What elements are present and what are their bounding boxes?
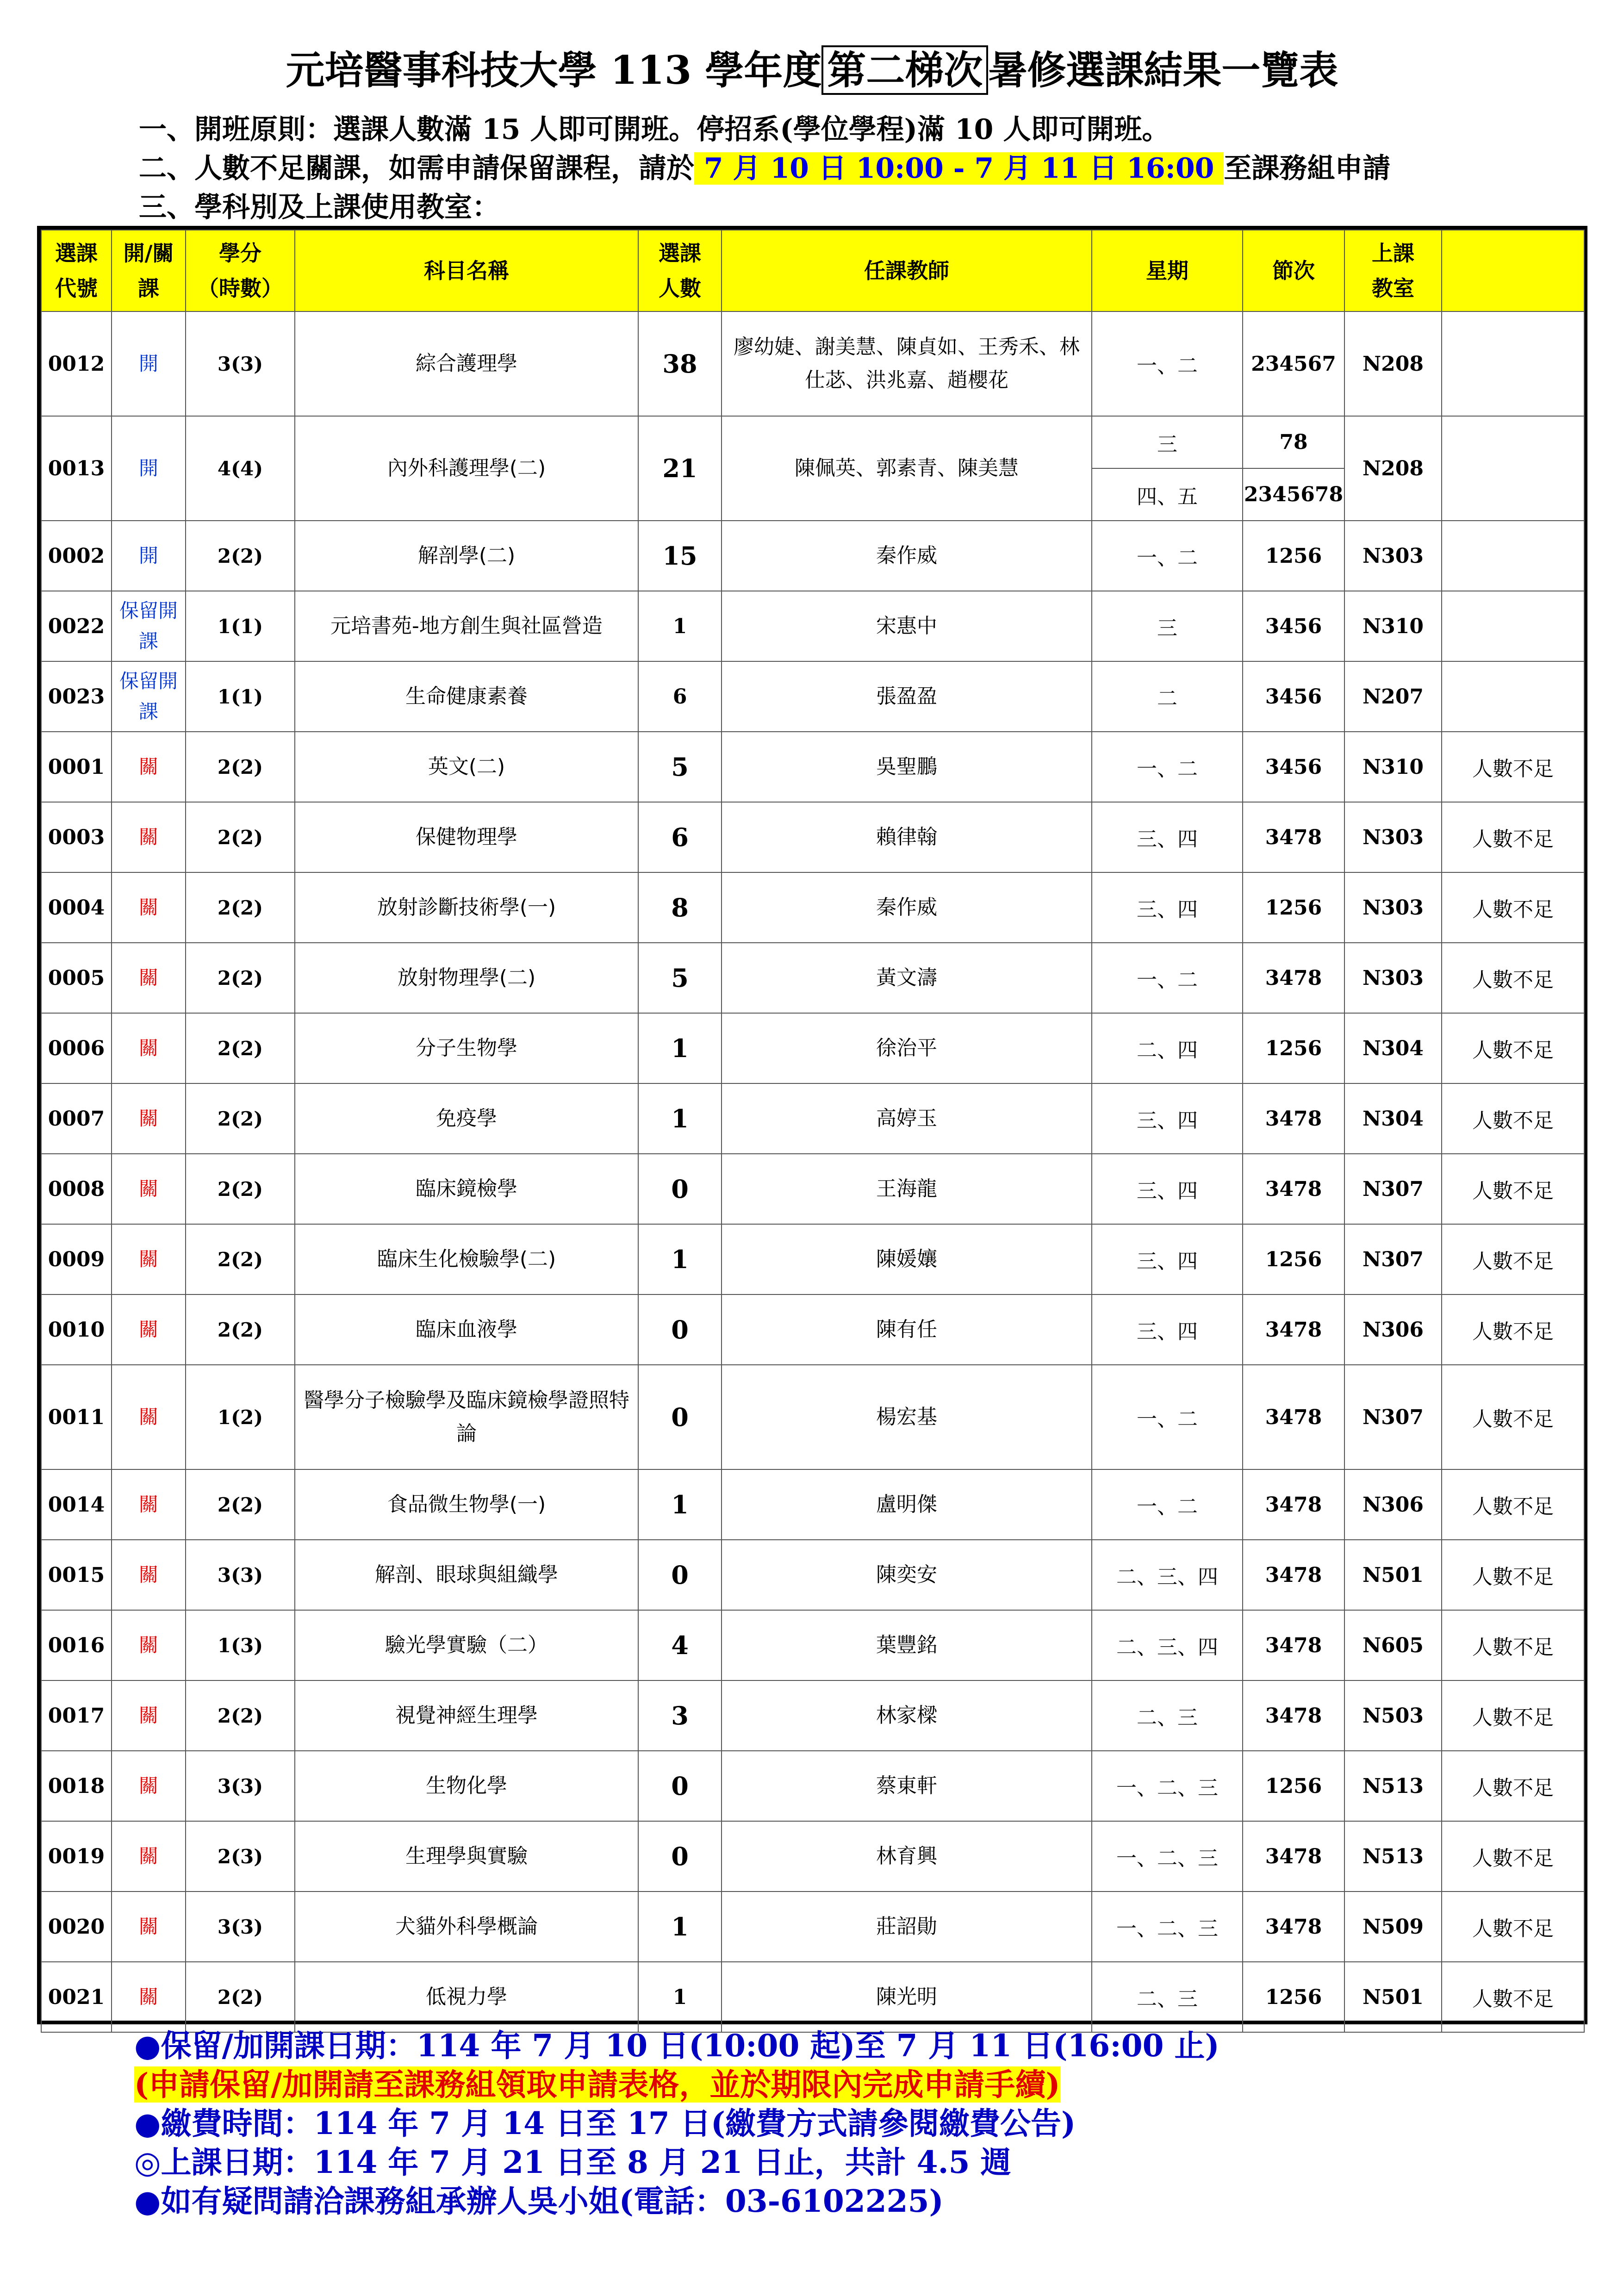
footer-notes [134, 2026, 1592, 2221]
cell-code: 0023 [41, 661, 112, 732]
cell-credit: 2(2) [186, 802, 295, 872]
cell-day: 三、四 [1092, 872, 1243, 943]
cell-enrolled: 21 [638, 416, 722, 521]
cell-enrolled: 1 [638, 1892, 722, 1962]
cell-remark: 人數不足 [1442, 732, 1584, 802]
table-row [41, 1365, 1584, 1469]
cell-code: 0003 [41, 802, 112, 872]
cell-teacher: 林育興 [722, 1821, 1092, 1892]
cell-code: 0001 [41, 732, 112, 802]
cell-day: 二 [1092, 661, 1243, 732]
cell-credit: 3(3) [186, 1540, 295, 1610]
cell-remark: 人數不足 [1442, 872, 1584, 943]
cell-room: N307 [1344, 1154, 1442, 1224]
cell-teacher: 陳光明 [722, 1962, 1092, 2032]
footer-class-dates: ◎上課日期：114 年 7 月 21 日至 8 月 21 日止，共計 4.5 週 [134, 2144, 1011, 2180]
cell-course-name: 犬貓外科學概論 [295, 1892, 638, 1962]
cell-room: N509 [1344, 1892, 1442, 1962]
cell-day: 一、二、三 [1092, 1892, 1243, 1962]
cell-remark: 人數不足 [1442, 943, 1584, 1013]
cell-status: 關 [112, 1365, 186, 1469]
cell-enrolled: 5 [638, 732, 722, 802]
cell-period: 1256 [1243, 1751, 1344, 1821]
cell-enrolled: 1 [638, 1469, 722, 1540]
cell-course-name: 生命健康素養 [295, 661, 638, 732]
cell-enrolled: 1 [638, 1083, 722, 1154]
cell-room: N306 [1344, 1469, 1442, 1540]
cell-course-name: 食品微生物學(一) [295, 1469, 638, 1540]
notes [139, 110, 1574, 227]
cell-remark: 人數不足 [1442, 1469, 1584, 1540]
header-enrolled: 選課 人數 [638, 230, 722, 311]
footer-reserve-dates: ●保留/加開課日期：114 年 7 月 10 日(10:00 起)至 7 月 11 日(16:00 止) [134, 2028, 1220, 2064]
cell-status: 關 [112, 1962, 186, 2032]
table-row [41, 1294, 1584, 1365]
header-teacher: 任課教師 [722, 230, 1092, 311]
cell-course-name: 內外科護理學(二) [295, 416, 638, 521]
cell-room: N501 [1344, 1962, 1442, 2032]
cell-enrolled: 1 [638, 1013, 722, 1083]
cell-room: N307 [1344, 1365, 1442, 1469]
cell-teacher: 蔡東軒 [722, 1751, 1092, 1821]
cell-status: 關 [112, 872, 186, 943]
cell-code: 0008 [41, 1154, 112, 1224]
cell-course-name: 臨床生化檢驗學(二) [295, 1224, 638, 1294]
cell-period: 3456 [1243, 661, 1344, 732]
cell-room: N303 [1344, 943, 1442, 1013]
cell-teacher: 宋惠中 [722, 591, 1092, 661]
cell-enrolled: 1 [638, 591, 722, 661]
cell-day: 三 [1092, 416, 1243, 468]
cell-credit: 3(3) [186, 1892, 295, 1962]
note-period-suffix: 至課務組申請 [1224, 152, 1391, 185]
cell-enrolled: 5 [638, 943, 722, 1013]
cell-room: N207 [1344, 661, 1442, 732]
cell-course-name: 綜合護理學 [295, 311, 638, 416]
cell-day: 二、三、四 [1092, 1540, 1243, 1610]
cell-teacher: 廖幼婕、謝美慧、陳貞如、王秀禾、林仕苾、洪兆嘉、趙櫻花 [722, 311, 1092, 416]
cell-teacher: 盧明傑 [722, 1469, 1092, 1540]
header-period: 節次 [1243, 230, 1344, 311]
cell-remark: 人數不足 [1442, 1083, 1584, 1154]
cell-teacher: 徐治平 [722, 1013, 1092, 1083]
table-row [41, 521, 1584, 591]
cell-course-name: 生物化學 [295, 1751, 638, 1821]
course-table [41, 230, 1585, 2033]
cell-course-name: 放射診斷技術學(一) [295, 872, 638, 943]
cell-status: 關 [112, 943, 186, 1013]
cell-day: 一、二、三 [1092, 1751, 1243, 1821]
cell-code: 0002 [41, 521, 112, 591]
cell-code: 0009 [41, 1224, 112, 1294]
cell-credit: 3(3) [186, 1751, 295, 1821]
table-row [41, 732, 1584, 802]
cell-status: 關 [112, 1154, 186, 1224]
cell-status: 關 [112, 1610, 186, 1680]
cell-period: 3478 [1243, 1821, 1344, 1892]
cell-enrolled: 0 [638, 1540, 722, 1610]
cell-room: N307 [1344, 1224, 1442, 1294]
cell-enrolled: 6 [638, 661, 722, 732]
cell-enrolled: 15 [638, 521, 722, 591]
cell-period: 1256 [1243, 1962, 1344, 2032]
header-day: 星期 [1092, 230, 1243, 311]
cell-day: 一、二 [1092, 1469, 1243, 1540]
cell-status: 關 [112, 1013, 186, 1083]
cell-enrolled: 4 [638, 1610, 722, 1680]
cell-status: 關 [112, 1083, 186, 1154]
footer-application-note: (申請保留/加開請至課務組領取申請表格，並於期限內完成申請手續) [134, 2066, 1060, 2103]
cell-enrolled: 6 [638, 802, 722, 872]
cell-day: 二、四 [1092, 1013, 1243, 1083]
table-row [41, 1224, 1584, 1294]
cell-day: 一、二 [1092, 943, 1243, 1013]
table-row [41, 1469, 1584, 1540]
cell-teacher: 林家樑 [722, 1680, 1092, 1751]
note-classrooms: 三、學科別及上課使用教室： [139, 191, 500, 224]
cell-period: 1256 [1243, 521, 1344, 591]
cell-enrolled: 1 [638, 1224, 722, 1294]
cell-teacher: 高婷玉 [722, 1083, 1092, 1154]
cell-code: 0021 [41, 1962, 112, 2032]
cell-status: 關 [112, 1751, 186, 1821]
table-row [41, 872, 1584, 943]
page-title [0, 43, 1624, 98]
note-application-period [139, 149, 1574, 188]
cell-teacher: 吳聖鵬 [722, 732, 1092, 802]
cell-credit: 2(2) [186, 1083, 295, 1154]
table-header-row [41, 230, 1584, 311]
cell-room: N208 [1344, 416, 1442, 521]
cell-teacher: 陳有任 [722, 1294, 1092, 1365]
cell-remark: 人數不足 [1442, 1962, 1584, 2032]
header-status: 開/關 課 [112, 230, 186, 311]
header-credit: 學分 （時數） [186, 230, 295, 311]
cell-day: 三、四 [1092, 802, 1243, 872]
cell-teacher: 楊宏基 [722, 1365, 1092, 1469]
table-row [41, 1013, 1584, 1083]
cell-remark: 人數不足 [1442, 1892, 1584, 1962]
cell-course-name: 英文(二) [295, 732, 638, 802]
cell-room: N303 [1344, 872, 1442, 943]
cell-period: 1256 [1243, 872, 1344, 943]
cell-room: N304 [1344, 1013, 1442, 1083]
cell-enrolled: 0 [638, 1365, 722, 1469]
cell-course-name: 臨床血液學 [295, 1294, 638, 1365]
cell-enrolled: 8 [638, 872, 722, 943]
note-period-prefix: 二、人數不足關課，如需申請保留課程，請於 [139, 152, 694, 185]
cell-remark [1442, 416, 1584, 521]
cell-code: 0015 [41, 1540, 112, 1610]
header-course-name: 科目名稱 [295, 230, 638, 311]
cell-day: 一、二 [1092, 1365, 1243, 1469]
cell-room: N513 [1344, 1751, 1442, 1821]
cell-code: 0020 [41, 1892, 112, 1962]
cell-period: 3478 [1243, 1469, 1344, 1540]
title-school: 元培醫事科技大學 113 學年度 [286, 47, 822, 93]
cell-code: 0016 [41, 1610, 112, 1680]
cell-day: 一、二 [1092, 311, 1243, 416]
cell-code: 0022 [41, 591, 112, 661]
header-code: 選課 代號 [41, 230, 112, 311]
cell-teacher: 陳佩英、郭素青、陳美慧 [722, 416, 1092, 521]
cell-status: 關 [112, 1821, 186, 1892]
cell-enrolled: 0 [638, 1821, 722, 1892]
cell-credit: 1(3) [186, 1610, 295, 1680]
table-row [41, 943, 1584, 1013]
cell-remark [1442, 591, 1584, 661]
cell-remark: 人數不足 [1442, 1610, 1584, 1680]
cell-remark: 人數不足 [1442, 1680, 1584, 1751]
cell-teacher: 莊詔勛 [722, 1892, 1092, 1962]
cell-enrolled: 0 [638, 1294, 722, 1365]
cell-teacher: 秦作威 [722, 872, 1092, 943]
cell-teacher: 秦作威 [722, 521, 1092, 591]
cell-course-name: 元培書苑-地方創生與社區營造 [295, 591, 638, 661]
cell-remark [1442, 661, 1584, 732]
cell-course-name: 臨床鏡檢學 [295, 1154, 638, 1224]
cell-day: 一、二、三 [1092, 1821, 1243, 1892]
cell-teacher: 張盈盈 [722, 661, 1092, 732]
cell-credit: 2(2) [186, 1469, 295, 1540]
cell-credit: 3(3) [186, 311, 295, 416]
cell-period: 3478 [1243, 1294, 1344, 1365]
cell-remark [1442, 311, 1584, 416]
table-row [41, 1154, 1584, 1224]
cell-credit: 2(2) [186, 1680, 295, 1751]
cell-room: N208 [1344, 311, 1442, 416]
cell-teacher: 賴律翰 [722, 802, 1092, 872]
cell-day: 三、四 [1092, 1083, 1243, 1154]
cell-status: 關 [112, 1469, 186, 1540]
cell-period: 2345678 [1243, 468, 1344, 521]
cell-code: 0005 [41, 943, 112, 1013]
cell-enrolled: 1 [638, 1962, 722, 2032]
cell-period: 3456 [1243, 591, 1344, 661]
cell-day: 二、三 [1092, 1962, 1243, 2032]
cell-credit: 2(2) [186, 521, 295, 591]
cell-status: 保留開課 [112, 591, 186, 661]
cell-room: N310 [1344, 732, 1442, 802]
cell-remark: 人數不足 [1442, 1224, 1584, 1294]
cell-course-name: 保健物理學 [295, 802, 638, 872]
cell-code: 0018 [41, 1751, 112, 1821]
cell-code: 0013 [41, 416, 112, 521]
cell-course-name: 解剖學(二) [295, 521, 638, 591]
cell-course-name: 分子生物學 [295, 1013, 638, 1083]
cell-enrolled: 3 [638, 1680, 722, 1751]
table-row [41, 591, 1584, 661]
cell-credit: 1(2) [186, 1365, 295, 1469]
cell-credit: 2(2) [186, 1294, 295, 1365]
cell-day: 三、四 [1092, 1294, 1243, 1365]
cell-remark: 人數不足 [1442, 1365, 1584, 1469]
cell-code: 0010 [41, 1294, 112, 1365]
cell-period: 3478 [1243, 1365, 1344, 1469]
cell-course-name: 視覺神經生理學 [295, 1680, 638, 1751]
cell-credit: 2(2) [186, 1962, 295, 2032]
cell-period: 3478 [1243, 1610, 1344, 1680]
header-room: 上課 教室 [1344, 230, 1442, 311]
cell-credit: 2(2) [186, 943, 295, 1013]
cell-period: 3478 [1243, 1680, 1344, 1751]
cell-status: 關 [112, 802, 186, 872]
table-row [41, 1751, 1584, 1821]
cell-room: N501 [1344, 1540, 1442, 1610]
title-batch: 第二梯次 [821, 45, 988, 95]
footer-payment-time: ●繳費時間：114 年 7 月 14 日至 17 日(繳費方式請參閱繳費公告) [134, 2105, 1076, 2141]
cell-enrolled: 0 [638, 1751, 722, 1821]
cell-credit: 2(3) [186, 1821, 295, 1892]
cell-day: 三、四 [1092, 1154, 1243, 1224]
cell-period: 78 [1243, 416, 1344, 468]
cell-enrolled: 0 [638, 1154, 722, 1224]
cell-code: 0017 [41, 1680, 112, 1751]
cell-code: 0019 [41, 1821, 112, 1892]
cell-period: 1256 [1243, 1224, 1344, 1294]
table-row [41, 1680, 1584, 1751]
cell-day: 二、三 [1092, 1680, 1243, 1751]
cell-period: 3478 [1243, 1154, 1344, 1224]
cell-day: 四、五 [1092, 468, 1243, 521]
cell-remark: 人數不足 [1442, 1154, 1584, 1224]
cell-remark: 人數不足 [1442, 1013, 1584, 1083]
cell-code: 0004 [41, 872, 112, 943]
cell-code: 0014 [41, 1469, 112, 1540]
cell-code: 0007 [41, 1083, 112, 1154]
cell-status: 關 [112, 1294, 186, 1365]
cell-period: 1256 [1243, 1013, 1344, 1083]
note-period-highlight: 7 月 10 日 10:00 - 7 月 11 日 16:00 [694, 152, 1224, 185]
cell-credit: 2(2) [186, 1013, 295, 1083]
course-table-wrapper [37, 226, 1587, 2024]
footer-contact: ●如有疑問請洽課務組承辦人吳小姐(電話：03-6102225) [134, 2183, 944, 2219]
cell-remark: 人數不足 [1442, 802, 1584, 872]
table-row [41, 661, 1584, 732]
cell-room: N303 [1344, 802, 1442, 872]
cell-course-name: 醫學分子檢驗學及臨床鏡檢學證照特論 [295, 1365, 638, 1469]
cell-course-name: 放射物理學(二) [295, 943, 638, 1013]
cell-credit: 2(2) [186, 1224, 295, 1294]
cell-period: 3478 [1243, 1540, 1344, 1610]
cell-remark: 人數不足 [1442, 1540, 1584, 1610]
cell-status: 開 [112, 521, 186, 591]
cell-course-name: 免疫學 [295, 1083, 638, 1154]
cell-remark: 人數不足 [1442, 1294, 1584, 1365]
cell-status: 關 [112, 1224, 186, 1294]
cell-status: 保留開課 [112, 661, 186, 732]
cell-room: N503 [1344, 1680, 1442, 1751]
cell-code: 0011 [41, 1365, 112, 1469]
cell-period: 234567 [1243, 311, 1344, 416]
cell-room: N306 [1344, 1294, 1442, 1365]
table-row [41, 416, 1584, 468]
cell-room: N513 [1344, 1821, 1442, 1892]
title-suffix: 暑修選課結果一覽表 [988, 47, 1338, 93]
note-opening-rule: 一、開班原則：選課人數滿 15 人即可開班。停招系(學位學程)滿 10 人即可開班。 [139, 113, 1170, 146]
cell-period: 3456 [1243, 732, 1344, 802]
cell-remark [1442, 521, 1584, 591]
course-table-body [41, 311, 1584, 2032]
cell-day: 一、二 [1092, 521, 1243, 591]
cell-teacher: 黃文濤 [722, 943, 1092, 1013]
cell-teacher: 陳奕安 [722, 1540, 1092, 1610]
cell-day: 三、四 [1092, 1224, 1243, 1294]
cell-teacher: 王海龍 [722, 1154, 1092, 1224]
cell-remark: 人數不足 [1442, 1751, 1584, 1821]
cell-status: 關 [112, 1680, 186, 1751]
cell-room: N303 [1344, 521, 1442, 591]
cell-day: 二、三、四 [1092, 1610, 1243, 1680]
cell-credit: 2(2) [186, 1154, 295, 1224]
table-row [41, 802, 1584, 872]
cell-room: N605 [1344, 1610, 1442, 1680]
cell-status: 開 [112, 416, 186, 521]
cell-course-name: 解剖、眼球與組織學 [295, 1540, 638, 1610]
cell-room: N304 [1344, 1083, 1442, 1154]
cell-course-name: 生理學與實驗 [295, 1821, 638, 1892]
table-row [41, 311, 1584, 416]
table-row [41, 1610, 1584, 1680]
cell-code: 0006 [41, 1013, 112, 1083]
cell-credit: 4(4) [186, 416, 295, 521]
cell-credit: 2(2) [186, 872, 295, 943]
cell-status: 關 [112, 732, 186, 802]
cell-course-name: 低視力學 [295, 1962, 638, 2032]
cell-day: 三 [1092, 591, 1243, 661]
cell-credit: 2(2) [186, 732, 295, 802]
header-remark [1442, 230, 1584, 311]
cell-remark: 人數不足 [1442, 1821, 1584, 1892]
cell-period: 3478 [1243, 802, 1344, 872]
cell-period: 3478 [1243, 1083, 1344, 1154]
cell-status: 關 [112, 1892, 186, 1962]
cell-credit: 1(1) [186, 661, 295, 732]
cell-period: 3478 [1243, 1892, 1344, 1962]
table-row [41, 1083, 1584, 1154]
cell-room: N310 [1344, 591, 1442, 661]
table-row [41, 1892, 1584, 1962]
cell-course-name: 驗光學實驗（二） [295, 1610, 638, 1680]
cell-status: 關 [112, 1540, 186, 1610]
cell-teacher: 葉豐銘 [722, 1610, 1092, 1680]
cell-period: 3478 [1243, 943, 1344, 1013]
table-row [41, 1540, 1584, 1610]
cell-credit: 1(1) [186, 591, 295, 661]
table-row [41, 1962, 1584, 2032]
cell-day: 一、二 [1092, 732, 1243, 802]
cell-status: 開 [112, 311, 186, 416]
table-row [41, 1821, 1584, 1892]
cell-teacher: 陳媛孃 [722, 1224, 1092, 1294]
cell-enrolled: 38 [638, 311, 722, 416]
cell-code: 0012 [41, 311, 112, 416]
